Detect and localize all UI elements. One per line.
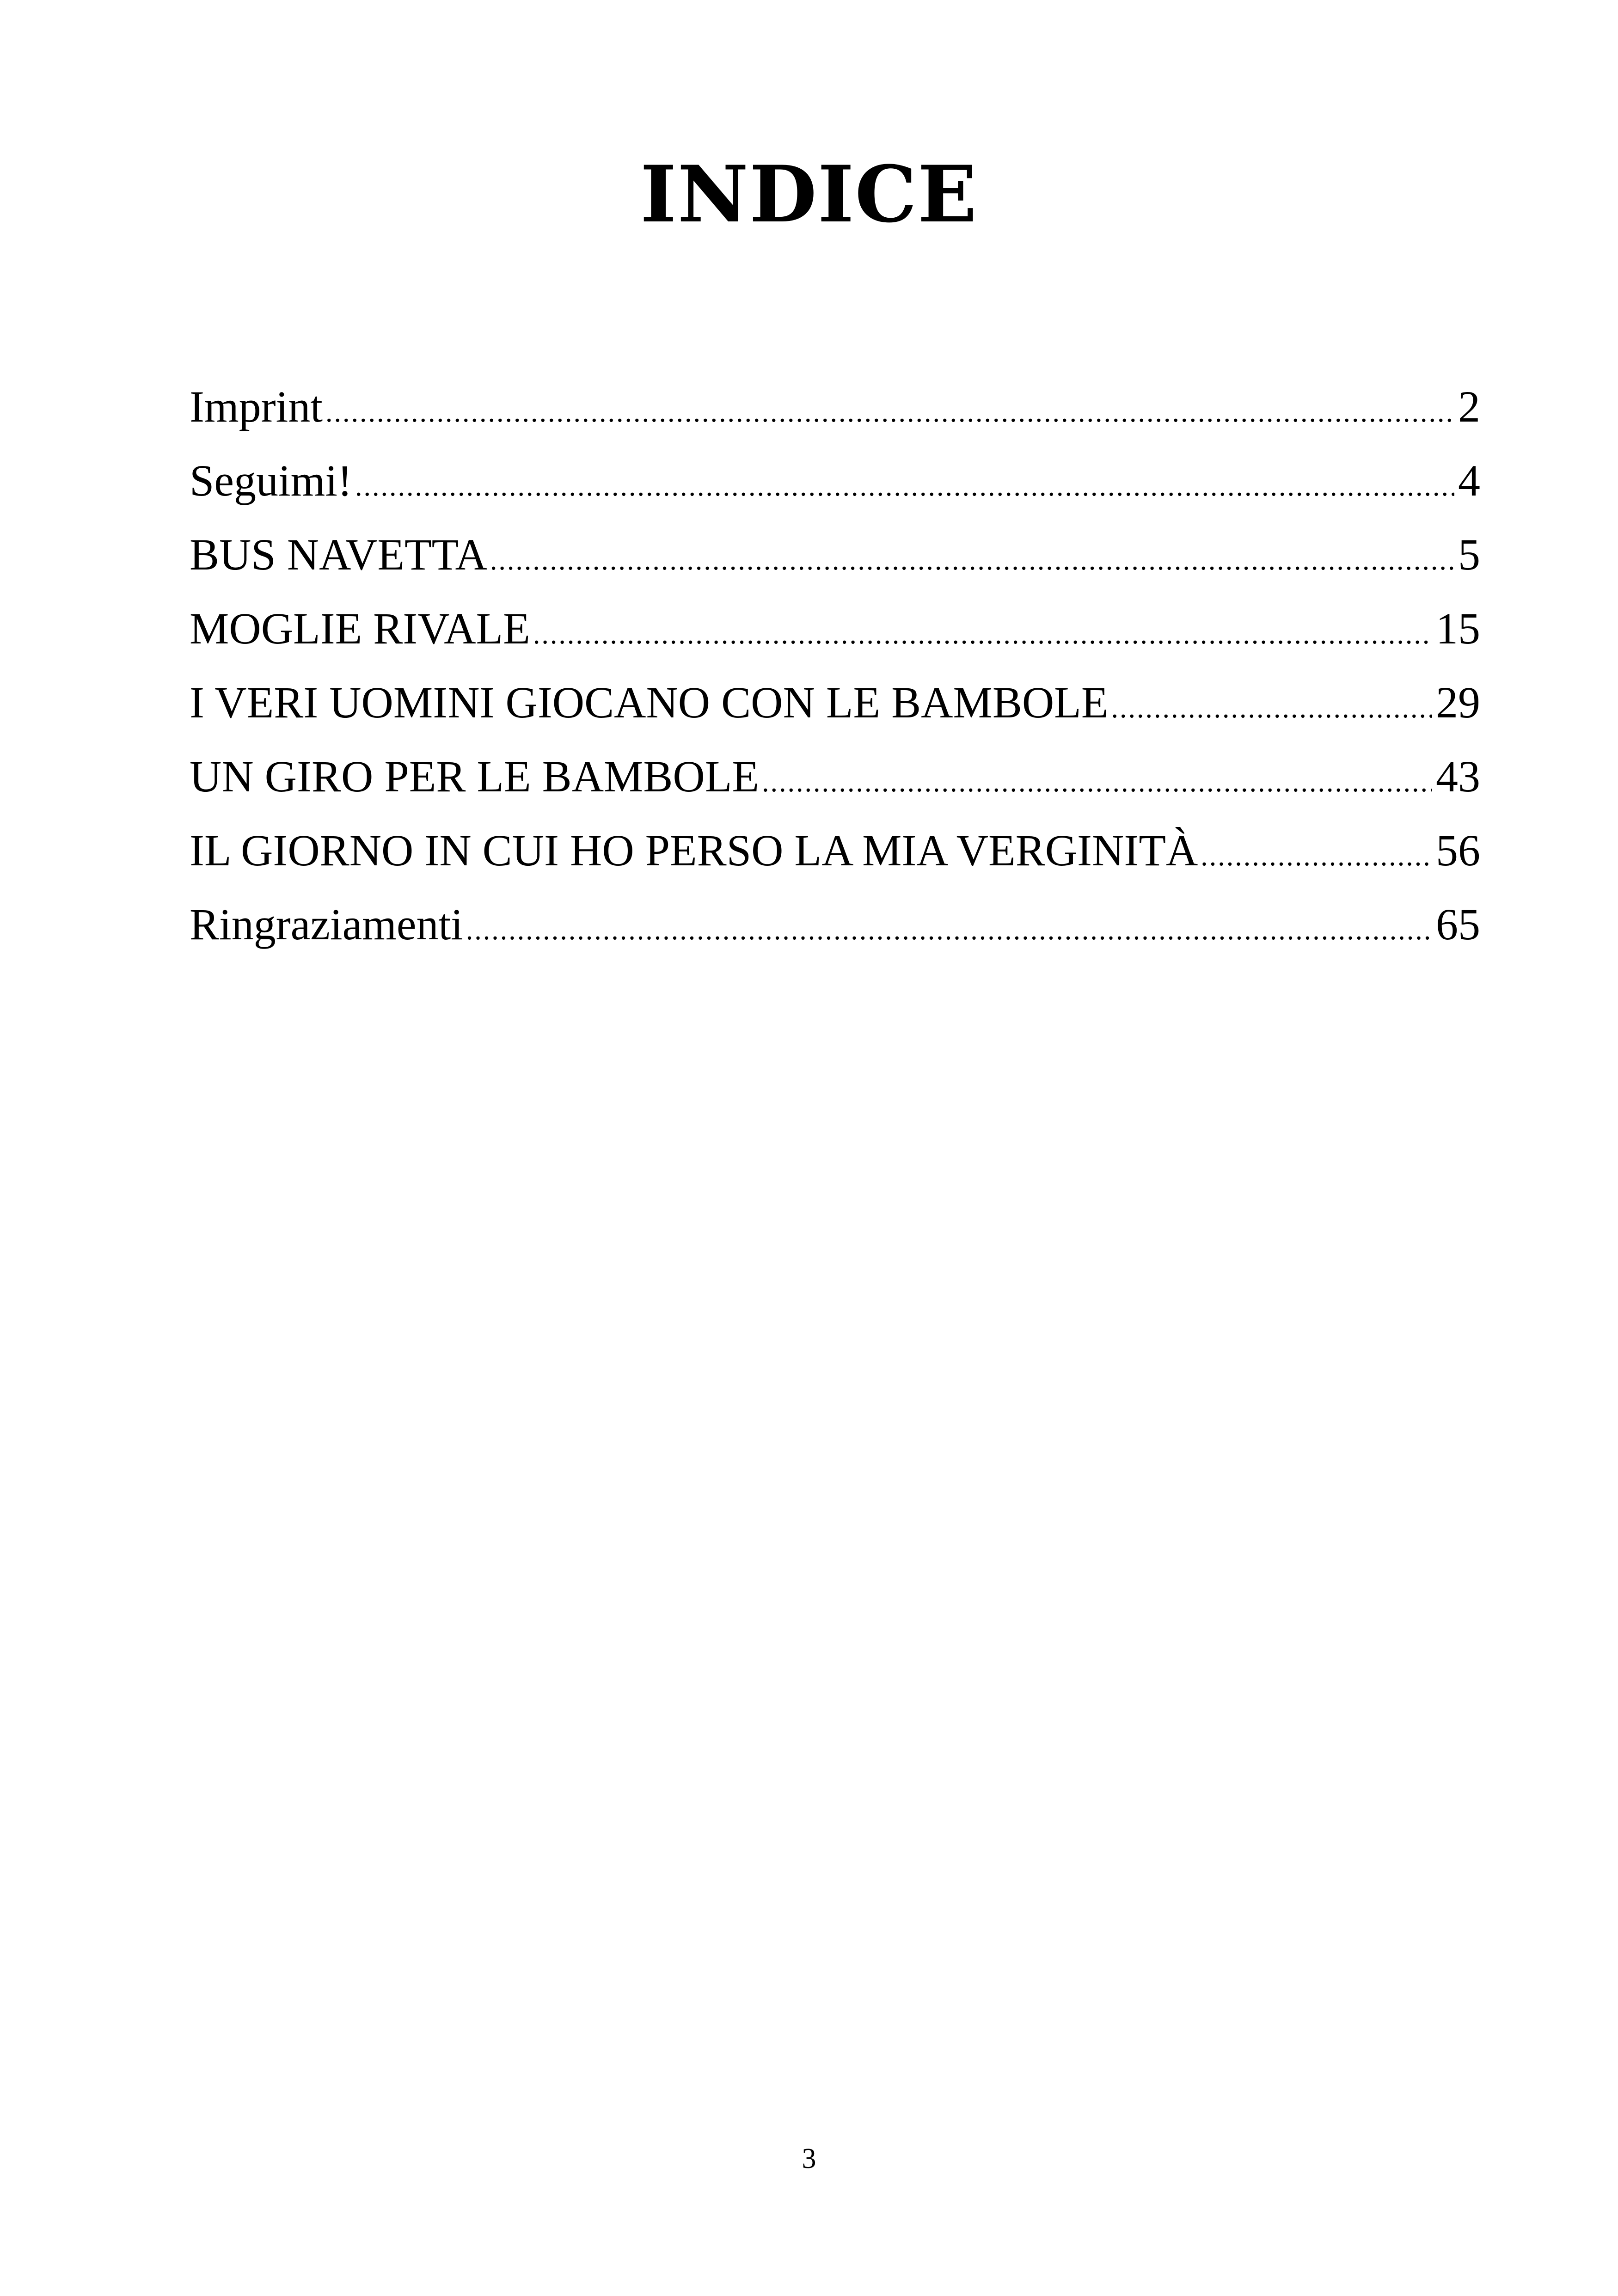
toc-entry-label: UN GIRO PER LE BAMBOLE <box>190 752 760 801</box>
toc-entry-bus-navetta[interactable] <box>190 518 1480 592</box>
toc-entry-label: Seguimi! <box>190 456 352 505</box>
page-number: 3 <box>802 2143 816 2174</box>
toc-dot-leader <box>762 745 1432 814</box>
toc-entry-imprint[interactable] <box>190 370 1480 444</box>
toc-entry-seguimi[interactable] <box>190 444 1480 518</box>
toc-entry-page: 29 <box>1436 678 1480 727</box>
toc-entry-label: Imprint <box>190 382 323 431</box>
toc-dot-leader <box>355 449 1454 518</box>
toc-entry-giro-bambole[interactable] <box>190 740 1480 814</box>
toc-entry-page: 15 <box>1436 604 1480 653</box>
toc-entry-page: 43 <box>1436 752 1480 801</box>
toc-entry-page: 5 <box>1458 530 1480 579</box>
table-of-contents <box>190 370 1480 961</box>
toc-dot-leader <box>1111 671 1432 740</box>
toc-entry-label: MOGLIE RIVALE <box>190 604 530 653</box>
toc-dot-leader <box>1201 819 1432 888</box>
toc-entry-page: 65 <box>1436 900 1480 949</box>
toc-entry-page: 4 <box>1458 456 1480 505</box>
toc-dot-leader <box>533 597 1432 666</box>
toc-dot-leader <box>325 375 1454 444</box>
toc-entry-verginita[interactable] <box>190 814 1480 888</box>
toc-entry-ringraziamenti[interactable] <box>190 888 1480 961</box>
toc-entry-page: 2 <box>1458 382 1480 431</box>
toc-dot-leader <box>490 523 1454 592</box>
page-title: INDICE <box>640 148 978 240</box>
toc-entry-page: 56 <box>1436 826 1480 875</box>
toc-entry-moglie-rivale[interactable] <box>190 592 1480 666</box>
toc-entry-label: BUS NAVETTA <box>190 530 487 579</box>
toc-dot-leader <box>466 893 1432 961</box>
toc-entry-veri-uomini[interactable] <box>190 666 1480 740</box>
toc-entry-label: I VERI UOMINI GIOCANO CON LE BAMBOLE <box>190 678 1109 727</box>
toc-entry-label: Ringraziamenti <box>190 900 463 949</box>
toc-entry-label: IL GIORNO IN CUI HO PERSO LA MIA VERGINITÀ <box>190 826 1198 875</box>
